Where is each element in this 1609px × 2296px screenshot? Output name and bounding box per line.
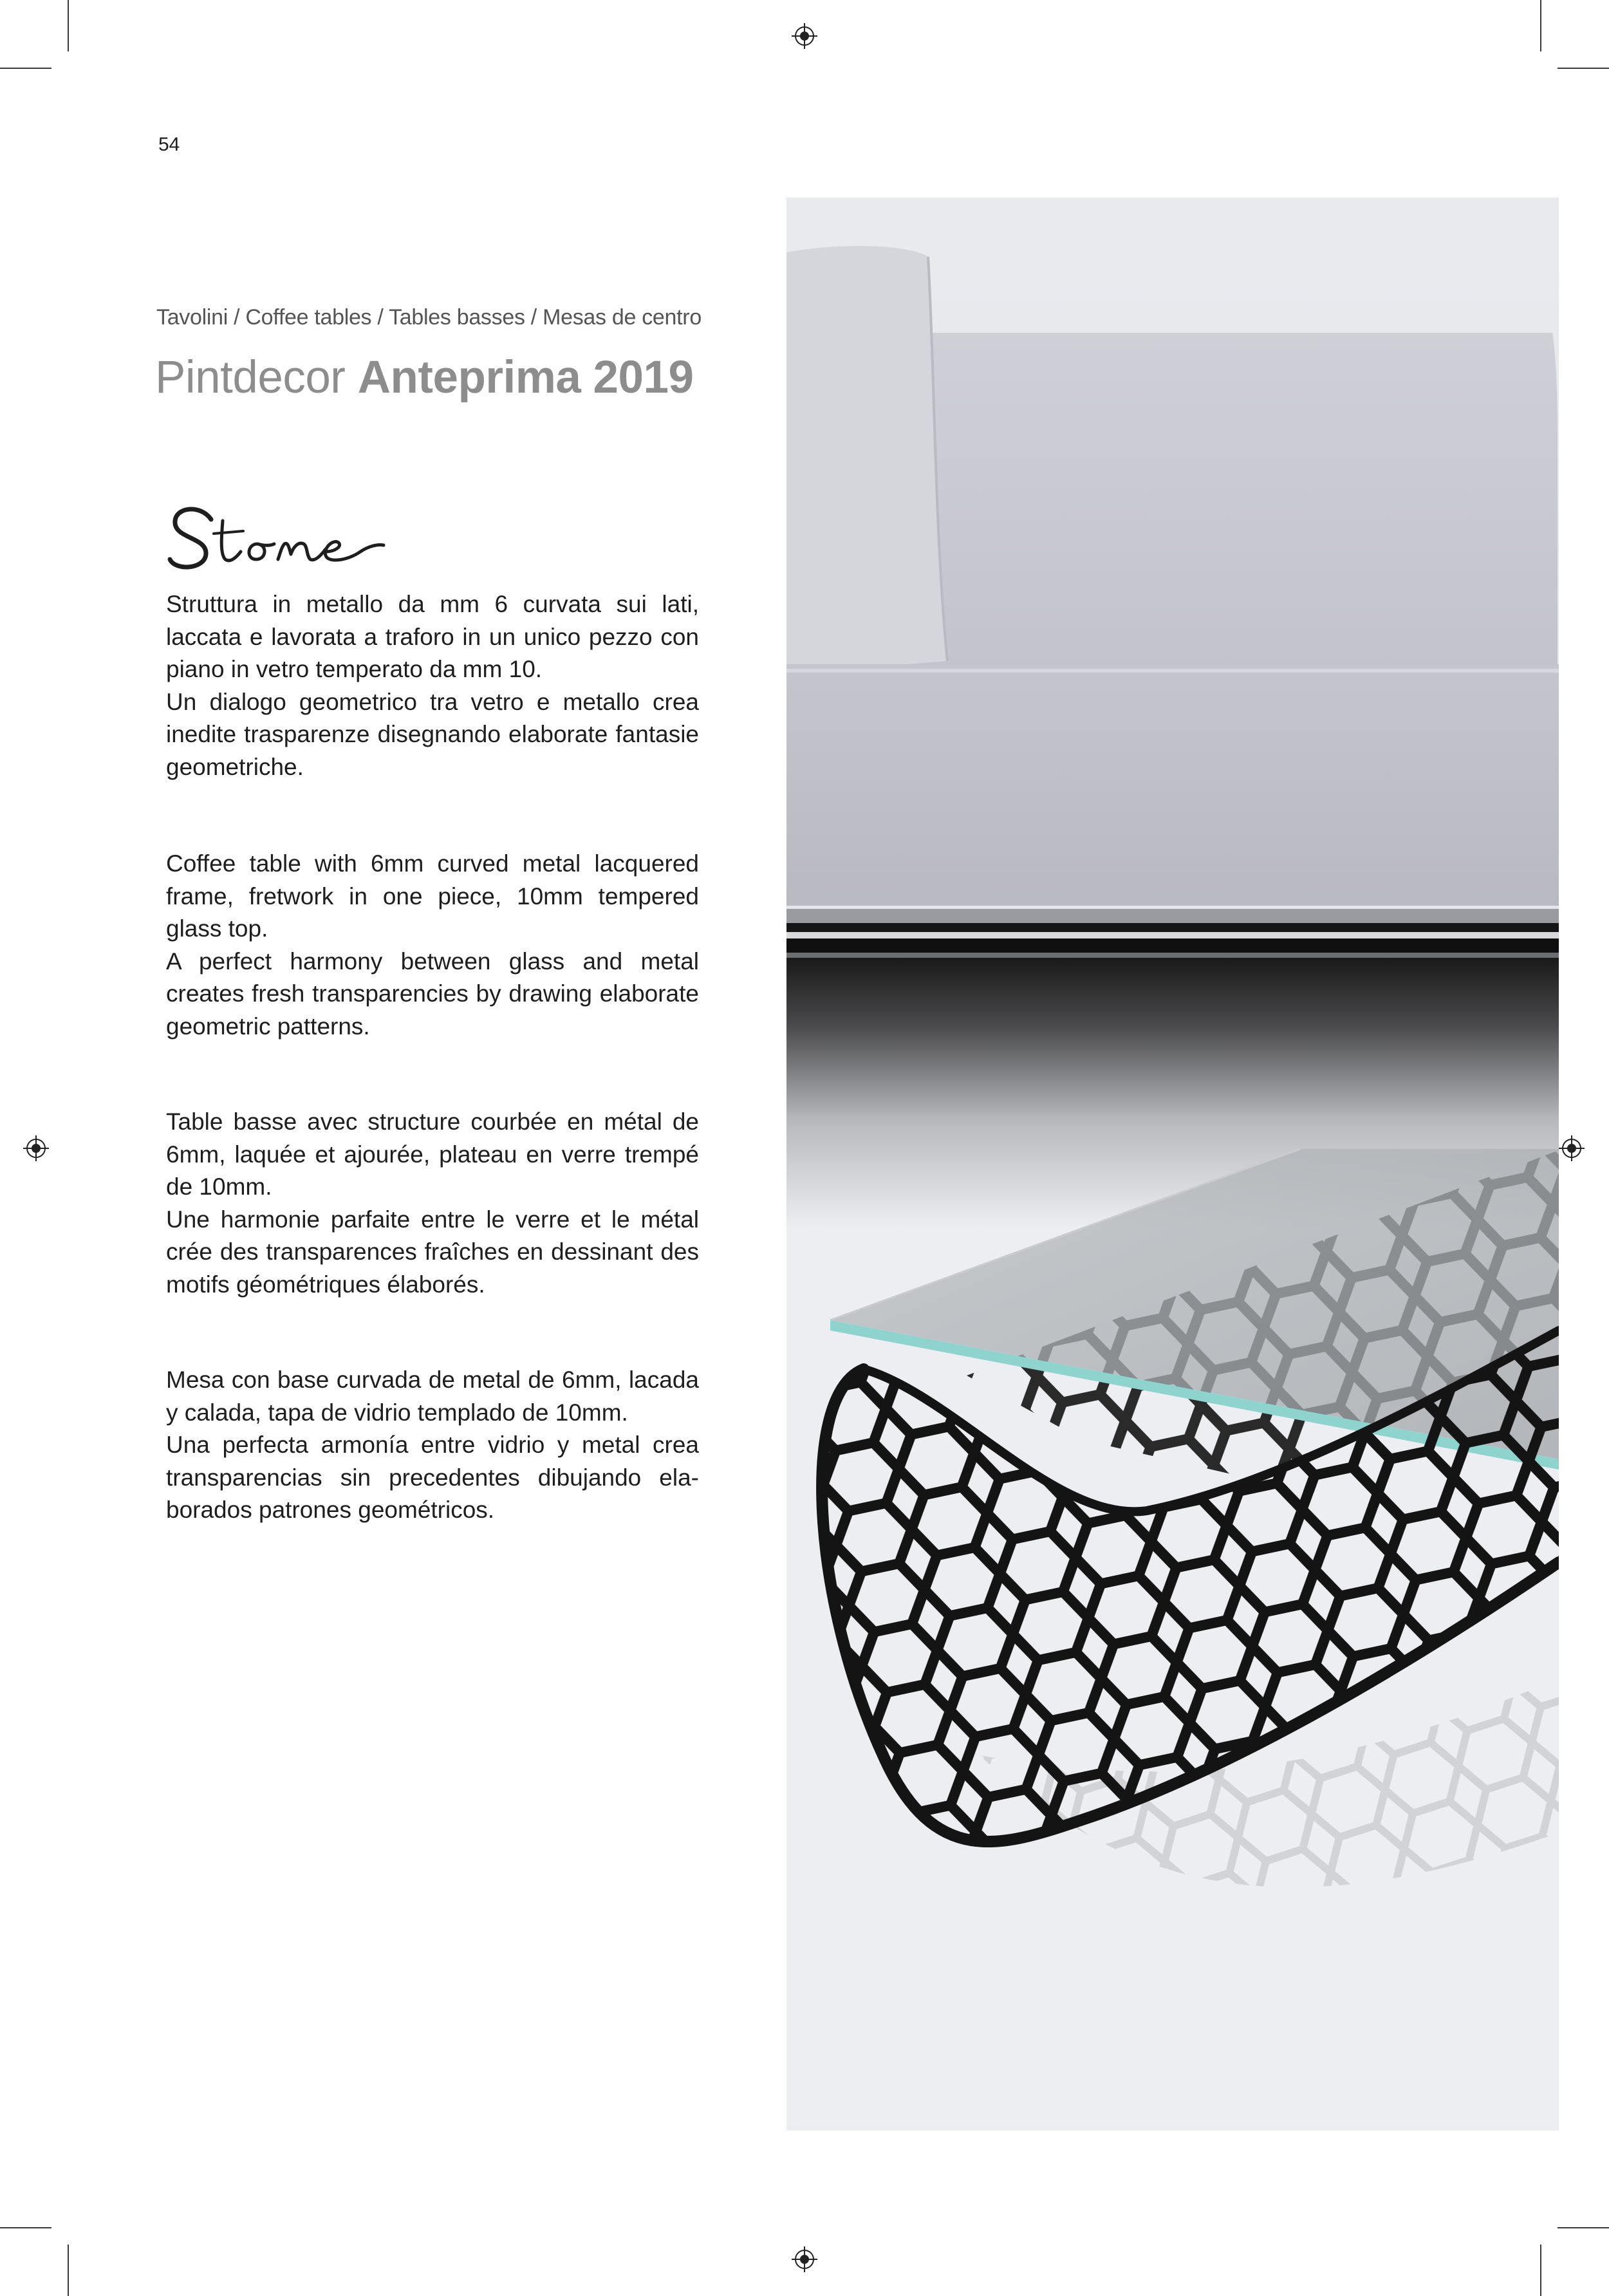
description-it	[166, 588, 699, 783]
crop-mark	[1558, 2227, 1609, 2228]
product-photo	[786, 198, 1559, 2131]
description-en	[166, 848, 699, 1043]
description-es	[166, 1364, 699, 1527]
crop-mark	[0, 2227, 51, 2228]
crop-mark	[1558, 68, 1609, 69]
registration-mark-icon	[1558, 1134, 1586, 1162]
crop-mark	[68, 0, 69, 51]
crop-mark	[1540, 2245, 1541, 2296]
registration-mark-icon	[790, 22, 819, 50]
product-name-script	[161, 492, 393, 576]
page-number: 54	[158, 134, 180, 155]
description-paragraph: A perfect harmony between glass and metal creates fresh transparencies by drawing elaborate geometric patterns.	[166, 947, 699, 1040]
crop-mark	[0, 68, 51, 69]
description-fr	[166, 1106, 699, 1301]
description-paragraph: Une harmonie parfaite entre le verre et le métal crée des transparences fraîches en dessinant des motifs géométriques élaborés.	[166, 1206, 699, 1298]
registration-mark-icon	[790, 2245, 819, 2273]
description-paragraph: Mesa con base curvada de metal de 6mm, lacada y calada, tapa de vidrio templado de 10mm.	[166, 1367, 699, 1426]
collection-name: Anteprima 2019	[357, 352, 694, 403]
page-title	[155, 351, 693, 404]
description-paragraph: Struttura in metallo da mm 6 curvata sui lati, laccata e lavorata a traforo in un unico pezzo con piano in vetro temperato da mm 10.	[166, 591, 699, 682]
brand-name: Pintdecor	[155, 352, 346, 403]
description-paragraph: Table basse avec structure courbée en métal de 6mm, laquée et ajourée, plateau en verre trempé de 10mm.	[166, 1108, 699, 1200]
description-paragraph: Un dialogo geometrico tra vetro e metallo crea inedite trasparenze disegnando elaborate fantasie geometriche.	[166, 688, 699, 780]
registration-mark-icon	[22, 1134, 50, 1162]
description-paragraph: Una perfecta armonía entre vidrio y metal crea transparencias sin precedentes dibujando elaborados patrones geométricos.	[166, 1432, 699, 1523]
crop-mark	[1540, 0, 1541, 51]
category-breadcrumb: Tavolini / Coffee tables / Tables basses / Mesas de centro	[156, 305, 702, 330]
crop-mark	[68, 2245, 69, 2296]
description-paragraph: Coffee table with 6mm curved metal lacquered frame, fretwork in one piece, 10mm tempered glass top.	[166, 850, 699, 942]
